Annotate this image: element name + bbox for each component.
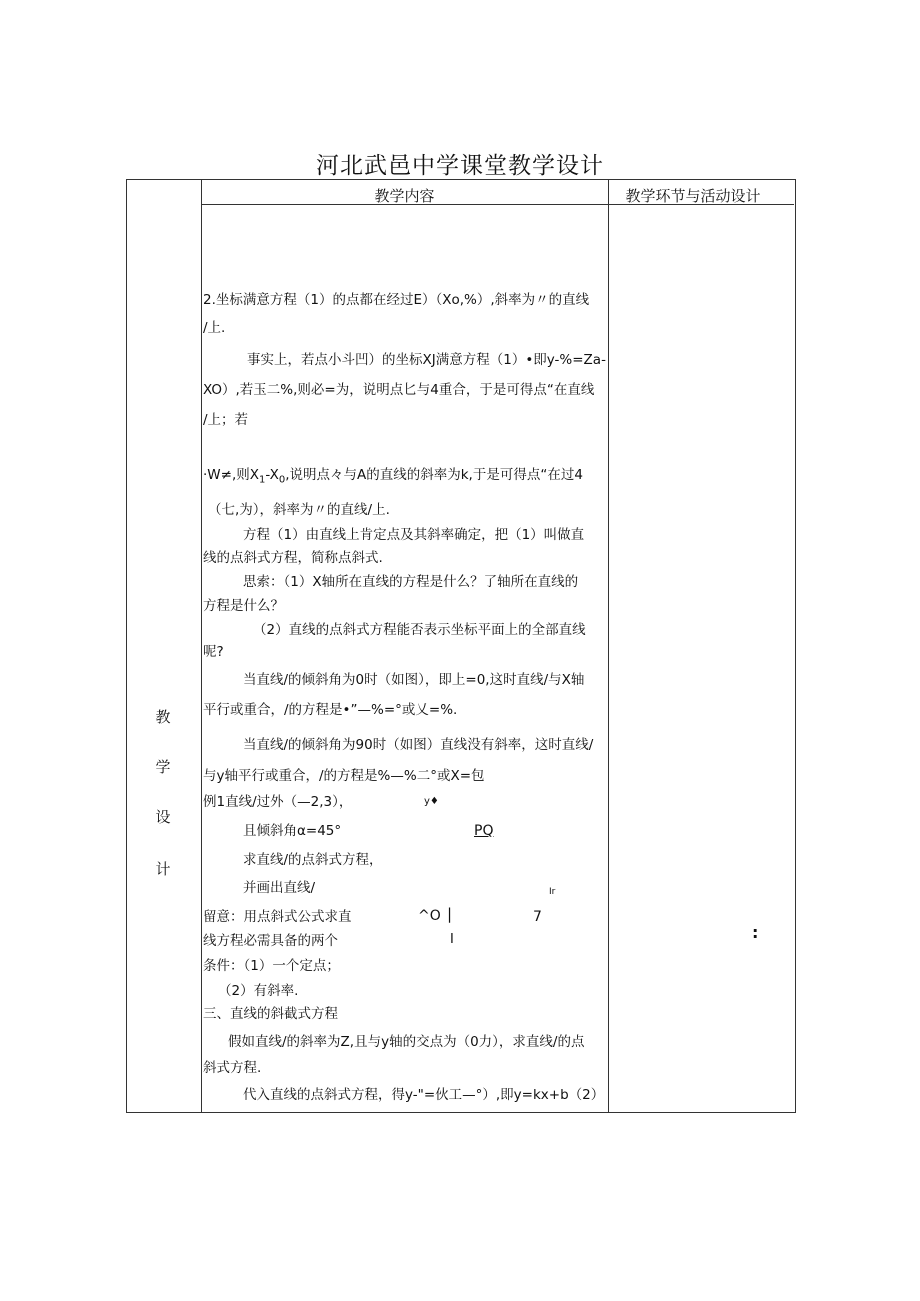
content-line: 且倾斜角α=45°	[243, 823, 342, 839]
content-line: 与y轴平行或重合，/的方程是%—%二°或X=包	[203, 768, 485, 784]
side-label-char: 设	[155, 808, 171, 826]
subscript: 1	[259, 474, 266, 486]
content-line: 假如直线/的斜率为Z,且与y轴的交点为（0力），求直线/的点	[228, 1034, 585, 1050]
activity-column-mark: :	[752, 923, 759, 942]
content-line: XO）,若玉二%,则必=为，说明点匕与4重合，于是可得点“在直线	[203, 382, 595, 398]
content-line: 当直线/的倾斜角为90时（如图）直线没有斜率，这时直线/	[243, 737, 594, 753]
content-line: （2）直线的点斜式方程能否表示坐标平面上的全部直线	[253, 622, 586, 638]
content-line: 线的点斜式方程，简称点斜式.	[203, 550, 383, 566]
content-line: /上.	[203, 320, 226, 336]
side-label-char: 学	[155, 758, 171, 776]
content-line: 当直线/的倾斜角为0时（如图），即上=0,这时直线/与X轴	[243, 672, 585, 688]
figure-y-axis-label: y♦	[424, 796, 439, 807]
content-text: ·W≠,则X	[203, 467, 259, 483]
content-line: 方程是什么？	[203, 598, 284, 614]
figure-label-seven: 7	[533, 909, 542, 925]
page-title: 河北武邑中学课堂教学设计	[316, 153, 604, 179]
content-line	[203, 466, 583, 490]
figure-label-pq: PQ	[474, 823, 494, 839]
content-line: 例1直线/过外（—2,3），	[203, 794, 353, 810]
content-line: 求直线/的点斜式方程，	[243, 852, 383, 868]
figure-axis-mark: |	[447, 905, 453, 923]
content-line: 平行或重合，/的方程是•”—%=°或乂=%.	[203, 702, 458, 718]
content-text: ,说明点々与A的直线的斜率为k,于是可得点“在过4	[285, 467, 583, 483]
content-line: 留意：用点斜式公式求直	[203, 909, 352, 925]
figure-axis-mark: I	[450, 932, 454, 947]
content-line: 事实上，若点小斗凹）的坐标XJ满意方程（1）•即y-%=Za-	[247, 352, 606, 368]
content-line: 代入直线的点斜式方程，得y-"=伙工—°）,即y=kx+b（2）	[243, 1087, 605, 1103]
content-line: （2）有斜率.	[218, 983, 299, 999]
content-line: 思索：（1）X轴所在直线的方程是什么？了轴所在直线的	[243, 574, 579, 590]
content-line: 条件：（1）一个定点；	[203, 958, 340, 974]
content-line: 方程（1）由直线上肯定点及其斜率确定，把（1）叫做直	[243, 527, 585, 543]
content-line: /上；若	[203, 412, 249, 428]
content-text: -X	[265, 467, 279, 483]
column-divider	[201, 179, 202, 1112]
figure-label-ir: Ir	[549, 887, 556, 897]
content-line: 2.坐标满意方程（1）的点都在经过E）（Xo,%）,斜率为〃的直线	[203, 292, 590, 308]
content-line: 线方程必需具备的两个	[203, 933, 338, 949]
side-label-char: 计	[155, 860, 171, 878]
content-line: 三、直线的斜截式方程	[203, 1006, 338, 1022]
content-line: （七,为），斜率为〃的直线/上.	[208, 502, 390, 518]
content-line: 并画出直线/	[243, 880, 316, 896]
side-label-char: 教	[155, 708, 171, 726]
column-divider	[608, 179, 609, 1112]
content-line: 斜式方程.	[203, 1060, 262, 1076]
subscript: 0	[278, 474, 286, 486]
content-line: 呢?	[203, 644, 224, 660]
content-column-header: 教学内容	[374, 187, 435, 205]
figure-origin-label: ^O	[418, 908, 441, 924]
activity-column-header: 教学环节与活动设计	[625, 187, 761, 205]
